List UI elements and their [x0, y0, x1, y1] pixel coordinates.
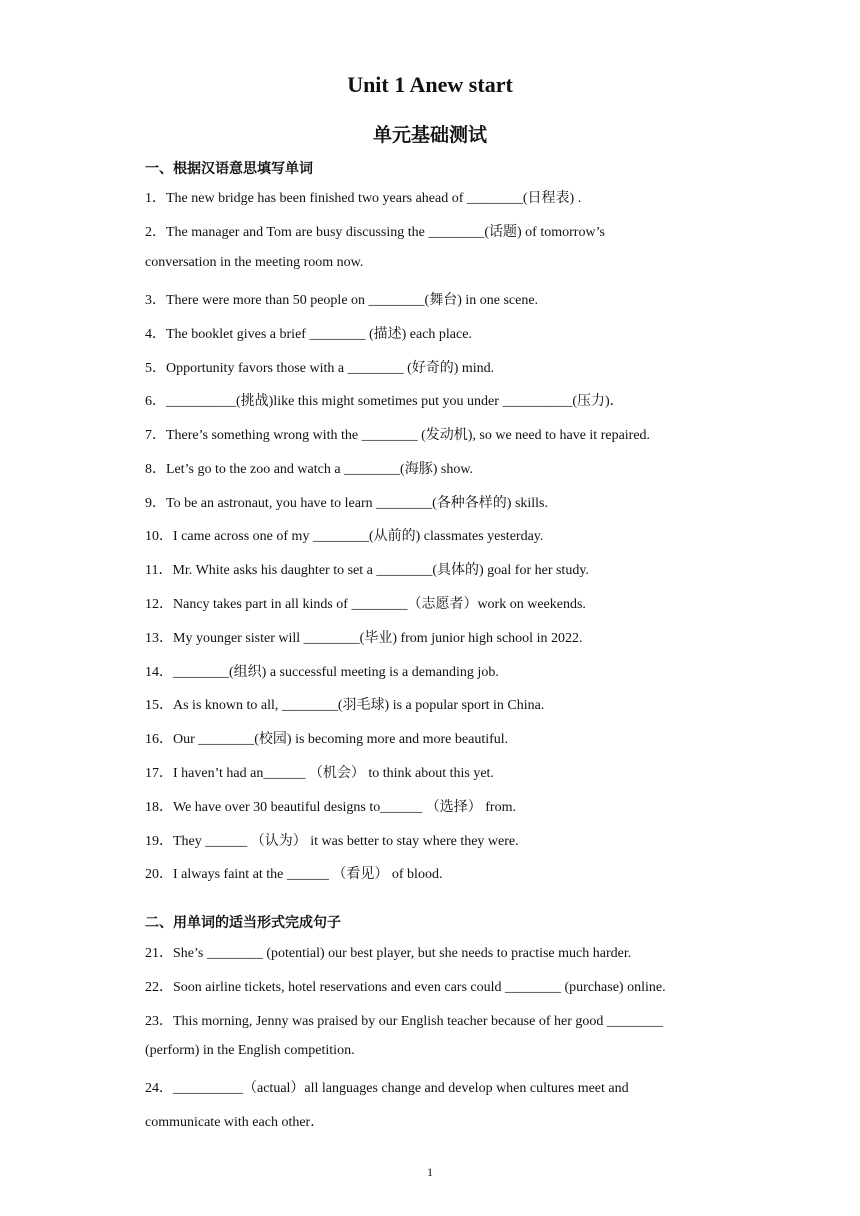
- question-line: 23．This morning, Jenny was praised by our English teacher because of her good ________: [145, 1014, 663, 1029]
- question-line: 15．As is known to all, ________(羽毛球) is a popular sport in China.: [145, 698, 545, 713]
- question-line: 18．We have over 30 beautiful designs to______ （选择） from.: [145, 800, 516, 815]
- question-line: 19．They ______ （认为） it was better to stay where they were.: [145, 834, 519, 849]
- question-line: 12．Nancy takes part in all kinds of ________（志愿者）work on weekends.: [145, 597, 586, 612]
- page-number: 1: [427, 1165, 433, 1179]
- question-line-continuation: (perform) in the English competition.: [145, 1043, 355, 1058]
- question-line: 14．________(组织) a successful meeting is a demanding job.: [145, 665, 499, 680]
- question-line: 22．Soon airline tickets, hotel reservations and even cars could ________ (purchase) online.: [145, 980, 666, 995]
- question-line: 21．She’s ________ (potential) our best player, but she needs to practise much harder.: [145, 946, 632, 961]
- question-line: 17．I haven’t had an______ （机会） to think about this yet.: [145, 766, 494, 781]
- question-line: 11．Mr. White asks his daughter to set a ________(具体的) goal for her study.: [145, 563, 589, 578]
- document-title: Unit 1 Anew start: [347, 72, 513, 97]
- question-line: 8．Let’s go to the zoo and watch a ________(海豚) show.: [145, 462, 474, 477]
- question-line: 24．__________（actual）all languages change and develop when cultures meet and: [145, 1081, 629, 1096]
- question-line: 4．The booklet gives a brief ________ (描述) each place.: [145, 327, 472, 342]
- question-line: 9．To be an astronaut, you have to learn ________(各种各样的) skills.: [145, 496, 549, 511]
- question-line: 20．I always faint at the ______ （看见） of blood.: [145, 867, 443, 882]
- question-line: 16．Our ________(校园) is becoming more and more beautiful.: [145, 732, 509, 747]
- question-line: 10．I came across one of my ________(从前的) classmates yesterday.: [145, 529, 544, 544]
- question-line: 2．The manager and Tom are busy discussing the ________(话题) of tomorrow’s: [145, 225, 605, 240]
- question-line-continuation: communicate with each other．: [145, 1115, 325, 1130]
- section-heading-1: 一、根据汉语意思填写单词: [145, 161, 313, 177]
- question-line: 13．My younger sister will ________(毕业) from junior high school in 2022.: [145, 631, 583, 646]
- question-line: 3．There were more than 50 people on ________(舞台) in one scene.: [145, 293, 539, 308]
- question-line-continuation: conversation in the meeting room now.: [145, 255, 364, 270]
- question-line: 7．There’s something wrong with the ________ (发动机), so we need to have it repaired.: [145, 428, 651, 443]
- question-line: 5．Opportunity favors those with a ________ (好奇的) mind.: [145, 361, 495, 376]
- question-line: 1．The new bridge has been finished two years ahead of ________(日程表) .: [145, 191, 582, 206]
- section-heading-2: 二、用单词的适当形式完成句子: [145, 915, 341, 931]
- document-subtitle: 单元基础测试: [372, 124, 487, 146]
- question-line: 6．__________(挑战)like this might sometimes put you under __________(压力)．: [145, 394, 624, 409]
